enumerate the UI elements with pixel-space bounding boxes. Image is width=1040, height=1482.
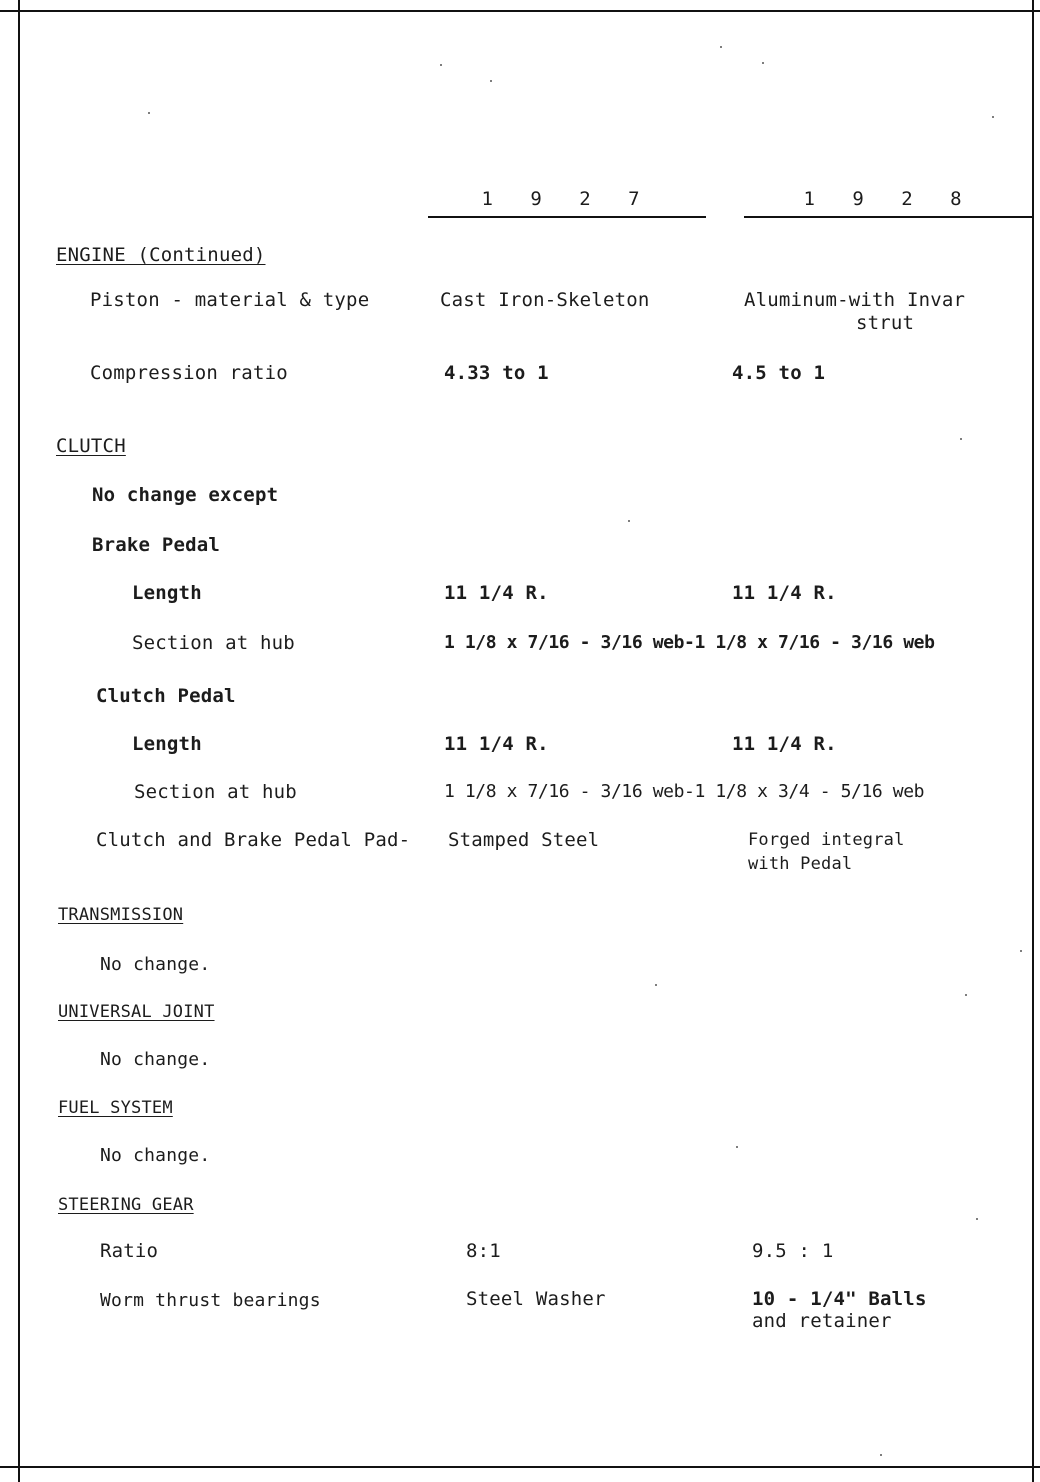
speck [960,438,962,440]
piston-1927: Cast Iron-Skeleton [440,289,650,311]
bottom-border-line [0,1466,1040,1468]
brake-length-1928: 11 1/4 R. [732,582,837,604]
clutch-pedal-heading: Clutch Pedal [96,685,236,707]
worm-thrust-1928-line2: and retainer [752,1310,892,1332]
section-title-engine: ENGINE (Continued) [56,244,266,266]
brake-pedal-heading: Brake Pedal [92,534,221,556]
speck [628,520,630,522]
clutch-section-label: Section at hub [134,781,297,803]
speck [440,64,442,66]
worm-thrust-label: Worm thrust bearings [100,1290,321,1311]
compression-1927: 4.33 to 1 [444,362,549,384]
speck [736,1146,738,1148]
universal-joint-note: No change. [100,1049,211,1070]
brake-section-label: Section at hub [132,632,295,654]
no-change-except: No change except [92,484,279,506]
compression-1928: 4.5 to 1 [732,362,826,384]
brake-section-values: 1 1/8 x 7/16 - 3/16 web-1 1/8 x 7/16 - 3/16 web [444,632,935,653]
speck [762,62,764,64]
right-border-line [1032,0,1034,1482]
section-title-steering-gear: STEERING GEAR [58,1195,194,1215]
speck [655,984,657,986]
speck [490,80,492,82]
fuel-system-note: No change. [100,1145,211,1166]
section-title-transmission: TRANSMISSION [58,905,184,925]
clutch-length-1928: 11 1/4 R. [732,733,837,755]
speck [148,112,150,114]
pedal-pad-1928-line2: with Pedal [748,854,853,874]
piston-label: Piston - material & type [90,289,370,311]
worm-thrust-1927: Steel Washer [466,1288,606,1310]
speck [880,1454,882,1456]
clutch-length-1927: 11 1/4 R. [444,733,549,755]
pedal-pad-1928-line1: Forged integral [748,830,905,850]
speck [976,1218,978,1220]
top-border-line [0,10,1040,12]
year-header-1928: 1 9 2 8 [744,188,1034,218]
speck [992,116,994,118]
pedal-pad-1927: Stamped Steel [448,829,600,851]
worm-thrust-1928-line1: 10 - 1/4" Balls [752,1288,927,1310]
clutch-length-label: Length [132,733,202,755]
steering-ratio-1928: 9.5 : 1 [752,1240,834,1262]
left-border-line [18,0,20,1482]
pedal-pad-label: Clutch and Brake Pedal Pad- [96,829,411,851]
brake-length-1927: 11 1/4 R. [444,582,549,604]
steering-ratio-label: Ratio [100,1240,159,1262]
speck [1020,950,1022,952]
clutch-section-values: 1 1/8 x 7/16 - 3/16 web-1 1/8 x 3/4 - 5/16 web [444,781,925,802]
speck [965,994,967,996]
compression-label: Compression ratio [90,362,288,384]
section-title-fuel-system: FUEL SYSTEM [58,1098,173,1118]
piston-1928-line2: strut [856,312,915,334]
section-title-universal-joint: UNIVERSAL JOINT [58,1002,215,1022]
section-title-clutch: CLUTCH [56,435,126,457]
brake-length-label: Length [132,582,202,604]
year-header-1927: 1 9 2 7 [428,188,706,218]
steering-ratio-1927: 8:1 [466,1240,501,1262]
piston-1928-line1: Aluminum-with Invar [744,289,966,311]
speck [720,46,722,48]
transmission-note: No change. [100,954,211,975]
